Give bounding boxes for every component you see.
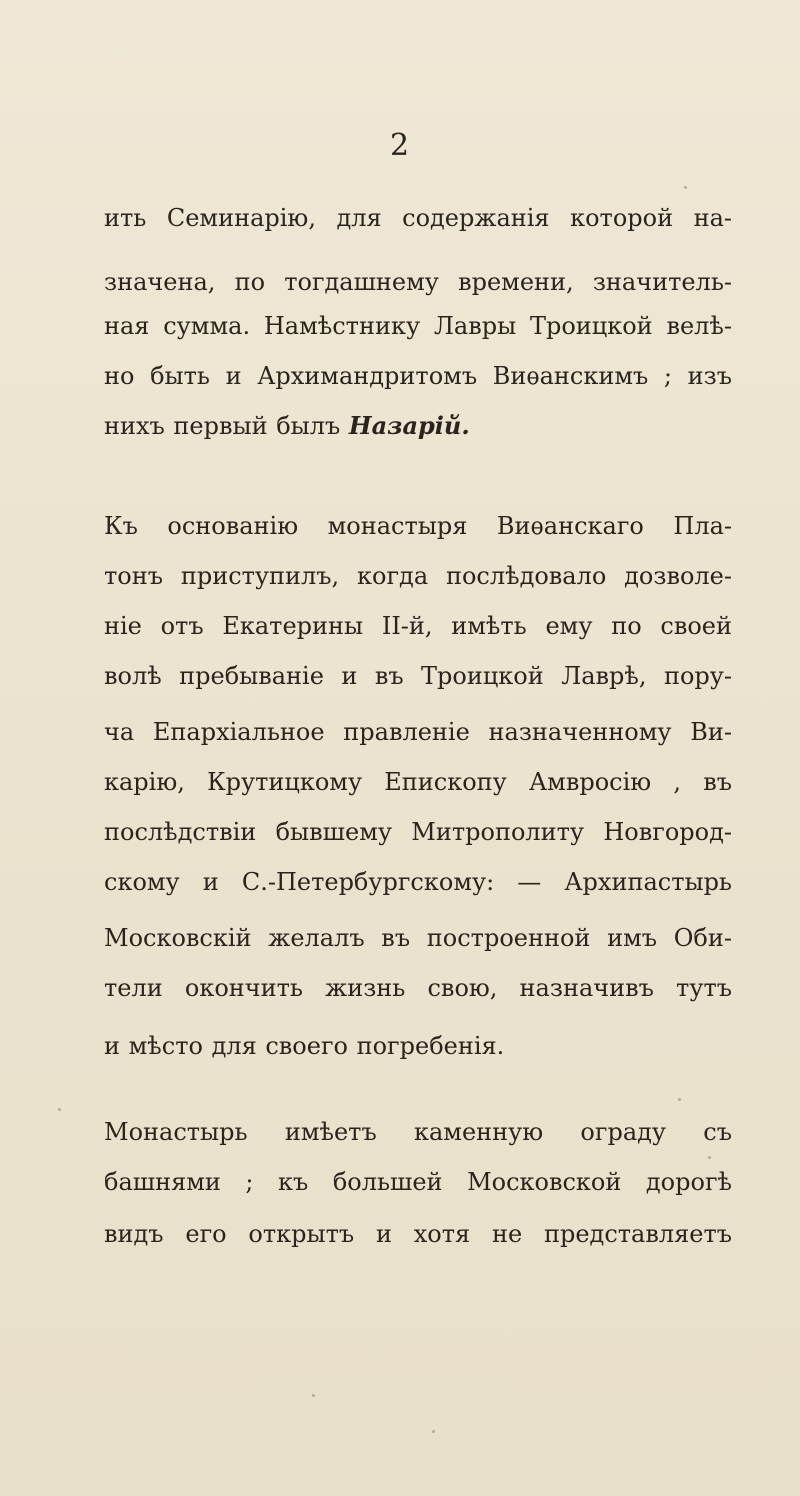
text-line: видъ его открытъ и хотя не представляетъ	[104, 1220, 732, 1248]
text-line: тонъ приступилъ, когда послѣдовало дозволе-	[104, 562, 732, 590]
text-line: тели окончить жизнь свою, назначивъ тутъ	[104, 974, 732, 1002]
paper-speck	[678, 1098, 681, 1101]
text-line: волѣ пребываніе и въ Троицкой Лаврѣ, пору-	[104, 662, 732, 690]
text-line: ніе отъ Екатерины II-й, имѣть ему по своей	[104, 612, 732, 640]
paper-speck	[432, 1430, 435, 1433]
text-line: и мѣсто для своего погребенія.	[104, 1032, 505, 1060]
text-line: Монастырь имѣетъ каменную ограду съ	[104, 1118, 732, 1146]
paper-speck	[312, 1394, 315, 1397]
text-line: послѣдствіи бывшему Митрополиту Новгород-	[104, 818, 732, 846]
text-line-last	[104, 406, 732, 446]
text-line: но быть и Архимандритомъ Виѳанскимъ ; изъ	[104, 362, 732, 390]
paper-speck	[684, 186, 687, 189]
text-line: Къ основанію монастыря Виѳанскаго Пла-	[104, 512, 732, 540]
text-line: Московскій желалъ въ построенной имъ Оби-	[104, 924, 732, 952]
text-line: карію, Крутицкому Епископу Амвросію , въ	[104, 768, 732, 796]
paper-speck	[58, 1108, 61, 1111]
name-nazariy: Назарій.	[348, 411, 470, 440]
text-line-prefix: нихъ первый былъ	[104, 412, 349, 440]
text-line: ить Семинарію, для содержанія которой на-	[104, 204, 732, 232]
text-line: ная сумма. Намѣстнику Лавры Троицкой велѣ-	[104, 312, 732, 340]
text-line: башнями ; къ большей Московской дорогѣ	[104, 1168, 732, 1196]
text-line: значена, по тогдашнему времени, значитель-	[104, 268, 732, 296]
text-line: скому и С.-Петербургскому: — Архипастырь	[104, 868, 732, 896]
text-line: ча Епархіальное правленіе назначенному Ви-	[104, 718, 732, 746]
page-number: 2	[389, 128, 411, 163]
paper-speck	[708, 1156, 711, 1159]
